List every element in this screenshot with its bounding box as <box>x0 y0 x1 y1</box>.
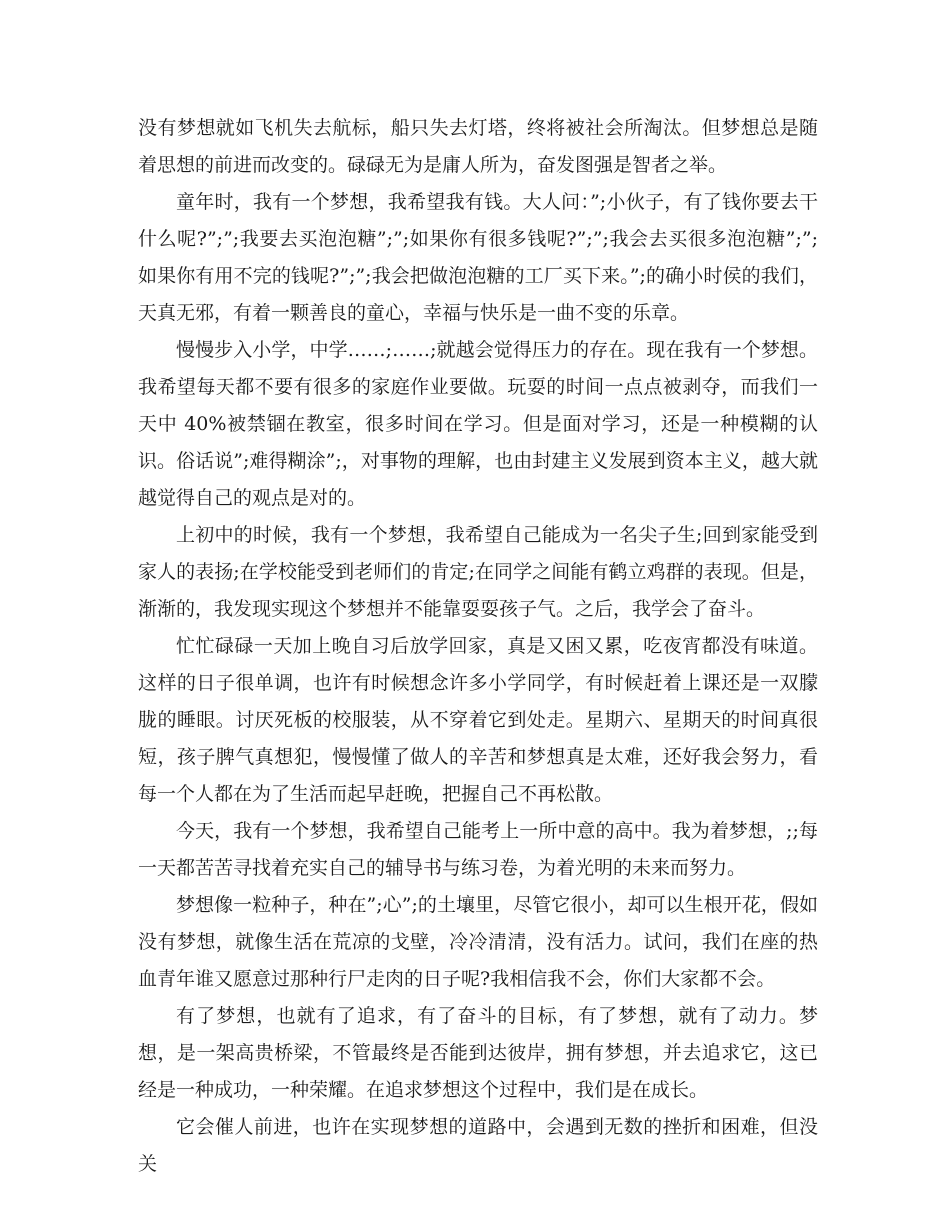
document-body <box>138 110 818 1183</box>
paragraph-8: 有了梦想，也就有了追求，有了奋斗的目标，有了梦想，就有了动力。梦想，是一架高贵桥梁，不管最终是否能到达彼岸，拥有梦想，并去追求它，这已经是一种成功，一种荣耀。在追求梦想这个过程中，我们是在成长。 <box>138 1005 818 1101</box>
paragraph-6: 今天，我有一个梦想，我希望自己能考上一所中意的高中。我为着梦想，;;每一天都苦苦寻找着充实自己的辅导书与练习卷，为着光明的未来而努力。 <box>138 820 818 879</box>
paragraph-9: 它会催人前进，也许在实现梦想的道路中，会遇到无数的挫折和困难，但没关 <box>138 1116 818 1175</box>
paragraph-4: 上初中的时候，我有一个梦想，我希望自己能成为一名尖子生;回到家能受到家人的表扬;在学校能受到老师们的肯定;在同学之间能有鹤立鸡群的表现。但是，渐渐的，我发现实现这个梦想并不能靠耍耍孩子气。之后，我学会了奋斗。 <box>138 524 818 620</box>
paragraph-1: 没有梦想就如飞机失去航标，船只失去灯塔，终将被社会所淘汰。但梦想总是随着思想的前进而改变的。碌碌无为是庸人所为，奋发图强是智者之举。 <box>138 117 818 176</box>
paragraph-3: 慢慢步入小学，中学……;……;就越会觉得压力的存在。现在我有一个梦想。我希望每天都不要有很多的家庭作业要做。玩耍的时间一点点被剥夺，而我们一天中 40%被禁锢在教室，很多时间在学习。但是面对学习，还是一种模糊的认识。俗话说”;难得糊涂”;，对事物的理解，也由封建主义发展到资本主义，越大就越觉得自己的观点是对的。 <box>138 339 818 509</box>
paragraph-5: 忙忙碌碌一天加上晚自习后放学回家，真是又困又累，吃夜宵都没有味道。这样的日子很单调，也许有时候想念许多小学同学，有时候赶着上课还是一双朦胧的睡眼。讨厌死板的校服装，从不穿着它到处走。星期六、星期天的时间真很短，孩子脾气真想犯，慢慢懂了做人的辛苦和梦想真是太难，还好我会努力，看每一个人都在为了生活而起早赶晚，把握自己不再松散。 <box>138 635 818 805</box>
paragraph-7: 梦想像一粒种子，种在”;心”;的土壤里，尽管它很小，却可以生根开花，假如没有梦想，就像生活在荒凉的戈壁，冷冷清清，没有活力。试问，我们在座的热血青年谁又愿意过那种行尸走肉的日子呢?我相信我不会，你们大家都不会。 <box>138 894 818 990</box>
paragraph-2: 童年时，我有一个梦想，我希望我有钱。大人问：”;小伙子，有了钱你要去干什么呢?”;”;我要去买泡泡糖”;”;如果你有很多钱呢?”;”;我会去买很多泡泡糖”;”;如果你有用不完的钱呢?”;”;我会把做泡泡糖的工厂买下来。”;的确小时侯的我们，天真无邪，有着一颗善良的童心，幸福与快乐是一曲不变的乐章。 <box>138 191 818 324</box>
